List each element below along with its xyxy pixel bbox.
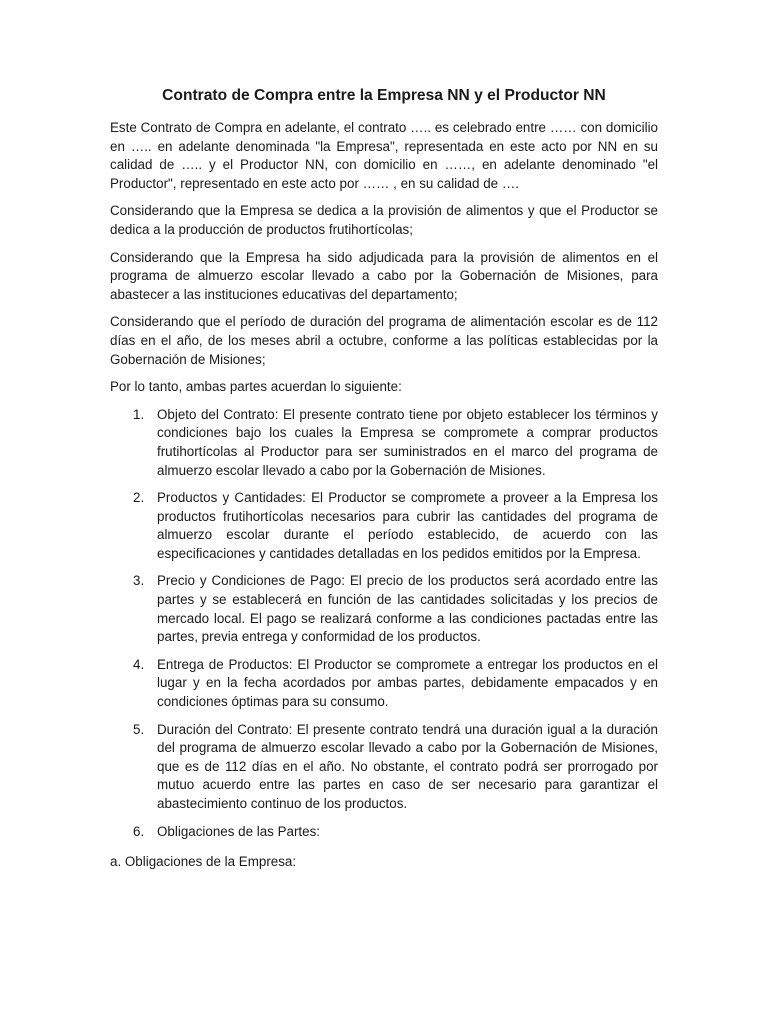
clause-item: [110, 656, 658, 712]
clause-number: 2.: [133, 490, 145, 506]
agreement-paragraph: Por lo tanto, ambas partes acuerdan lo siguiente:: [110, 379, 402, 395]
clause-text: Duración del Contrato: El presente contrato tendrá una duración igual a la duración del programa de almuerzo escolar llevado a cabo por la Gobernación de Misiones, que es de 112 días en el año. No obstante, el contrato podrá ser prorrogado por mutuo acuerdo entre las partes en caso de ser necesario para garantizar el abastecimiento continuo de los productos.: [157, 721, 658, 811]
clause-number: 5.: [133, 721, 145, 737]
document-page: [110, 86, 658, 872]
clause-item: [110, 406, 658, 480]
clause-text: Precio y Condiciones de Pago: El precio de los productos será acordado entre las partes y se establecerá en función de las cantidades solicitadas y los precios de mercado local. El pago se realizará conforme a las condiciones pactadas entre las partes, previa entrega y conformidad de los productos.: [157, 573, 658, 645]
clause-text: Entrega de Productos: El Productor se compromete a entregar los productos en el lugar y en la fecha acordados por ambas partes, debidamente empacados y en condiciones óptimas para su consumo.: [157, 656, 658, 710]
intro-paragraph: Este Contrato de Compra en adelante, el contrato ….. es celebrado entre …… con domicilio en ….. en adelante denominada "la Empresa", representada en este acto por NN en su calidad de ….. y el Productor NN, con domicilio en ……, en adelante denominado "el Productor", representado en este acto por …… , en su calidad de ….: [110, 120, 658, 191]
considerando-paragraph: Considerando que la Empresa ha sido adjudicada para la provisión de alimentos en el programa de almuerzo escolar llevado a cabo por la Gobernación de Misiones, para abastecer a las instituciones educativas del departamento;: [110, 249, 658, 302]
clause-number: 3.: [133, 573, 145, 589]
clause-item: [110, 489, 658, 563]
document-title: Contrato de Compra entre la Empresa NN y el Productor NN: [162, 87, 606, 104]
clause-item: [110, 721, 658, 814]
clause-list: [110, 406, 658, 841]
considerando-paragraph: Considerando que el período de duración del programa de alimentación escolar es de 112 días en el año, de los meses abril a octubre, conforme a las políticas establecidas por la Gobernación de Misiones;: [110, 314, 658, 367]
clause-text: Productos y Cantidades: El Productor se compromete a proveer a la Empresa los productos frutihortícolas necesarios para cubrir las cantidades del programa de almuerzo escolar durante el período establecido, de acuerdo con las especificaciones y cantidades detalladas en los pedidos emitidos por la Empresa.: [157, 490, 658, 561]
considerando-paragraph: Considerando que la Empresa se dedica a la provisión de alimentos y que el Productor se dedica a la producción de productos frutihortícolas;: [110, 203, 658, 237]
subheading-company-obligations: a. Obligaciones de la Empresa:: [110, 854, 297, 870]
clause-text: Objeto del Contrato: El presente contrato tiene por objeto establecer los términos y condiciones bajo los cuales la Empresa se compromete a comprar productos frutihortícolas al Productor para ser suministrados en el marco del programa de almuerzo escolar llevado a cabo por la Gobernación de Misiones.: [157, 406, 658, 478]
clause-item: [110, 572, 658, 646]
clause-number: 6.: [133, 823, 145, 839]
clause-text: Obligaciones de las Partes:: [157, 823, 321, 839]
clause-item: [110, 823, 658, 842]
clause-number: 4.: [133, 656, 145, 672]
clause-number: 1.: [133, 406, 145, 422]
